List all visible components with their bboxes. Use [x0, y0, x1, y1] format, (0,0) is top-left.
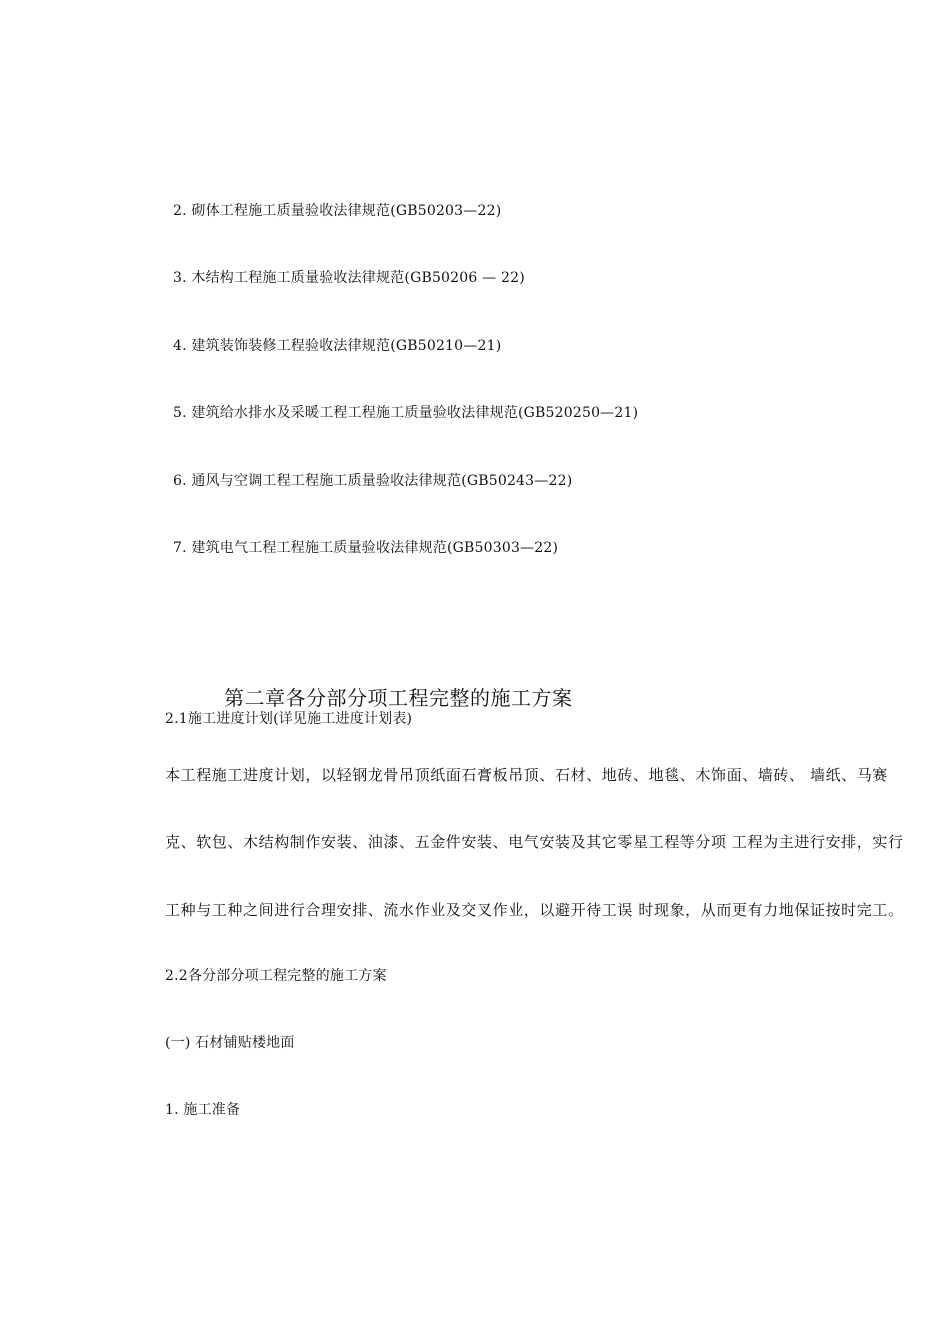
item-heading: 1. 施工准备 [165, 1102, 241, 1118]
reference-item-5: 5. 建筑给水排水及采暖工程工程施工质量验收法律规范(GB520250—21) [173, 405, 639, 421]
section-heading-2-2: 2.2各分部分项工程完整的施工方案 [165, 968, 387, 984]
reference-item-6: 6. 通风与空调工程工程施工质量验收法律规范(GB50243—22) [173, 473, 573, 489]
subsection-heading: (一) 石材铺贴楼地面 [165, 1035, 295, 1051]
reference-item-3: 3. 木结构工程施工质量验收法律规范(GB50206 — 22) [173, 270, 525, 286]
reference-item-7: 7. 建筑电气工程工程施工质量验收法律规范(GB50303—22) [173, 540, 559, 556]
section-heading-2-1: 2.1施工进度计划(详见施工进度计划表) [165, 711, 413, 727]
reference-item-4: 4. 建筑装饰装修工程验收法律规范(GB50210—21) [173, 338, 502, 354]
paragraph-line-1: 本工程施工进度计划，以轻钢龙骨吊顶纸面石膏板吊顶、石材、地砖、地毯、木饰面、墙砖、 墙纸、马赛 [165, 766, 888, 784]
chapter-title: 第二章各分部分项工程完整的施工方案 [224, 686, 573, 710]
reference-item-2: 2. 砌体工程施工质量验收法律规范(GB50203—22) [173, 203, 502, 219]
paragraph-line-2: 克、软包、木结构制作安装、油漆、五金件安装、电气安装及其它零星工程等分项 工程为主进行安排，实行 [165, 833, 904, 851]
paragraph-line-3: 工种与工种之间进行合理安排、流水作业及交叉作业，以避开待工误 时现象，从而更有力地保证按时完工。 [165, 901, 904, 919]
